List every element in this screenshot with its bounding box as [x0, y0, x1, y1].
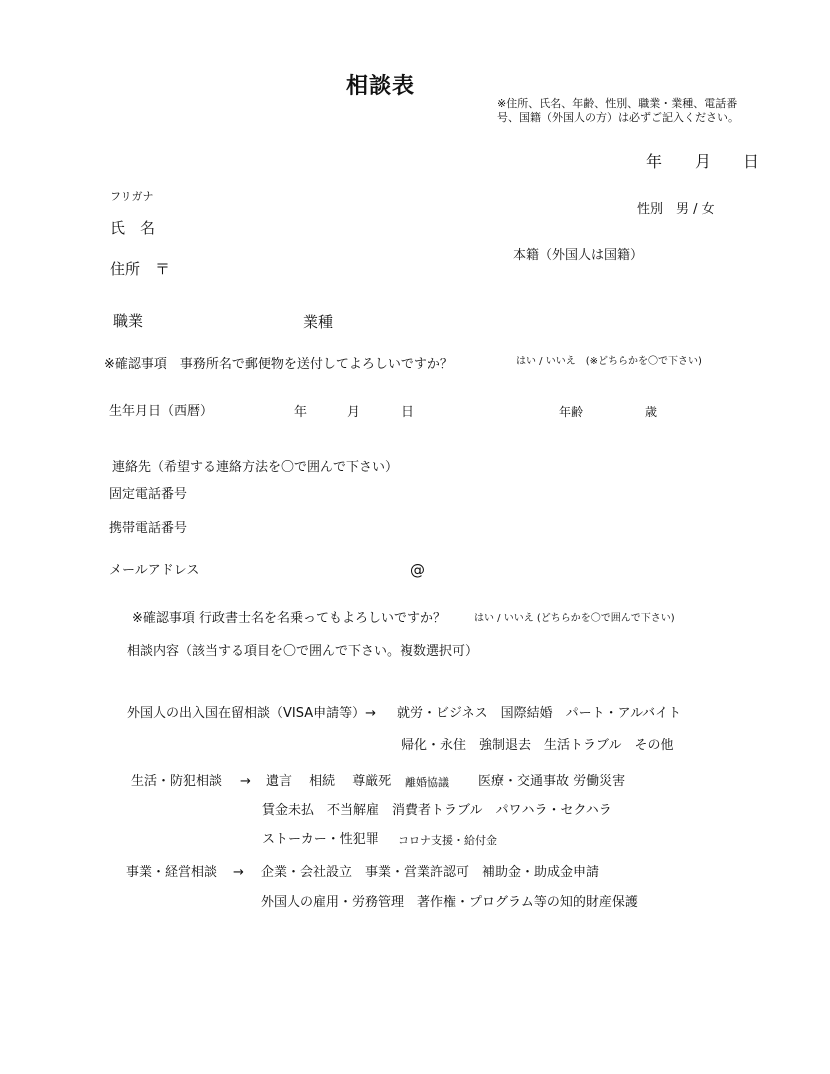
name-confirm-answer: はい / いいえ (どちらかを〇で囲んで下さい): [474, 613, 675, 624]
date-month-label: 月: [695, 152, 712, 171]
date-day-label: 日: [743, 152, 760, 171]
age-unit-label: 歳: [645, 405, 658, 419]
life-items-line1a: 遺言 相続 尊厳死: [266, 774, 392, 789]
landline-label: 固定電話番号: [109, 487, 188, 502]
name-confirm-question: ※確認事項 行政書士名を名乗ってもよろしいですか？: [132, 611, 447, 626]
life-items-divorce: 離婚協議: [405, 776, 449, 789]
life-arrow: →: [240, 774, 251, 789]
age-label: 年齢: [559, 405, 584, 419]
birth-day-label: 日: [401, 405, 415, 420]
required-fields-note: ※住所、氏名、年齢、性別、職業・業種、電話番号、国籍（外国人の方）は必ずご記入ください。: [497, 97, 739, 124]
birth-month-label: 月: [347, 405, 361, 420]
gender-label: 性別 男 / 女: [637, 202, 715, 217]
contact-heading: 連絡先（希望する連絡方法を〇で囲んで下さい）: [112, 460, 399, 475]
mail-confirm-question: ※確認事項 事務所名で郵便物を送付してよろしいですか？: [104, 357, 453, 372]
mobile-label: 携帯電話番号: [109, 521, 188, 536]
consultation-heading: 相談内容（該当する項目を〇で囲んで下さい。複数選択可）: [127, 644, 479, 659]
name-label: 氏 名: [110, 219, 156, 237]
life-items-covid: コロナ支援・給付金: [398, 834, 497, 847]
furigana-label: フリガナ: [110, 190, 154, 203]
immigration-items-line1: 就労・ビジネス 国際結婚 パート・アルバイト: [397, 706, 682, 721]
business-items-line1: 企業・会社設立 事業・営業許認可 補助金・助成金申請: [261, 865, 600, 880]
nationality-label: 本籍（外国人は国籍）: [513, 248, 644, 263]
life-items-line3a: ストーカー・性犯罪: [262, 832, 379, 847]
birth-year-label: 年: [294, 405, 308, 420]
business-arrow: →: [233, 865, 244, 880]
immigration-category: 外国人の出入国在留相談（VISA申請等）→: [127, 706, 377, 721]
business-category: 事業・経営相談: [126, 865, 218, 880]
email-label: メールアドレス: [109, 563, 200, 578]
life-category: 生活・防犯相談: [131, 774, 223, 789]
occupation-label: 職業: [113, 312, 144, 330]
life-items-line1c: 医療・交通事故 労働災害: [478, 774, 626, 789]
business-items-line2: 外国人の雇用・労務管理 著作権・プログラム等の知的財産保護: [261, 895, 638, 910]
industry-label: 業種: [303, 313, 334, 331]
email-at-symbol: @: [410, 561, 425, 579]
page-title: 相談表: [346, 74, 416, 99]
date-year-label: 年: [646, 152, 663, 171]
address-label: 住所 〒: [110, 260, 171, 278]
mail-confirm-answer: はい / いいえ (※どちらかを〇で下さい): [516, 356, 702, 367]
immigration-items-line2: 帰化・永住 強制退去 生活トラブル その他: [401, 738, 674, 753]
birthdate-label: 生年月日（西暦）: [109, 404, 214, 419]
life-items-line2: 賃金未払 不当解雇 消費者トラブル パワハラ・セクハラ: [262, 803, 612, 818]
